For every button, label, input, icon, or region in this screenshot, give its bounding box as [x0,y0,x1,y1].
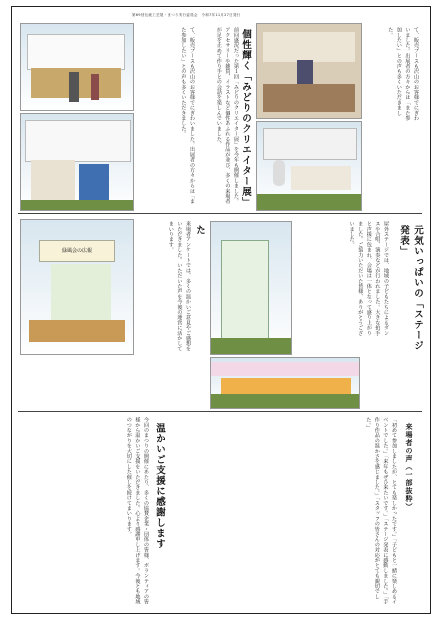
photo-stage-performance [210,357,360,409]
stage-body: 屋外ステージでは、地域の子どもたちによるダンスや合唱、演奏などが行われました。大きな拍手と声援に包まれ、会場は一体となって盛り上がりました。ご協力いただいた皆様、ありがとうございました。 [348,221,389,336]
thanks-heading: 温かいご支援に感謝します [154,423,165,549]
photo-mascot-booth [256,121,362,211]
feedback-body: 来場者アンケートでは、多くの温かいご意見やご感想をいただきました。いただいた声を今後の運営に活かしてまいります。 [167,221,191,351]
divider-1 [18,213,422,214]
thanks-body: 今回のまつりの開催にあたり、多くの協賛企業・団体の皆様、ボランティアの皆様から温かいご支援をいただきました。心より感謝申し上げます。今後とも地域のつながりを大切にした催しを続けてまいります。 [125,417,149,605]
issue-header: 第69回伝統工芸展・まつり実行委員会 令和7年11月27日発行 [132,13,241,17]
photo-display-board [210,221,292,355]
voices-heading: 来場者の声（一部抜粋） [405,423,413,511]
creators-body-right: て、販売ブースも沢山のお客様でにぎわいました。出展者の方々からは「また参加したい」との声も多くいただきました。 [387,27,419,121]
creators-body: 前回盛況だった第１回「みどりのクリエイター展」を今年も開催しました。アクセサリーや雑貨、イラストなど個性あふれる作品が並び、多くの来場者が足を止めて作り手との会話を楽しんでいました。 [215,27,239,204]
feedback-heading: た [194,225,205,236]
creators-heading: 個性輝く「みどりのクリエイター展」 [240,29,251,208]
photo-tent-booths [20,23,134,111]
divider-2 [18,411,422,412]
signboard-title: 緑風会の広報 [39,240,115,262]
creators-body-2: て、販売ブースも沢山のお客様でにぎわいました。出展者の方々からは「また参加したい」との声も多くいただきました。 [180,27,195,204]
photo-exhibit-booth [20,113,134,211]
photo-craft-stall [256,23,362,119]
voices-body: 「初めて参加しましたが、とても楽しかったです。」「子どもと一緒に楽しめるイベントでした。」「来年もぜひ来たいです。」「ステージ発表に感動しました。」「手作り作品の温かさを感じました。」「スタッフの皆さんの対応がとても親切でした。」 [365,417,397,605]
photo-signboard [20,219,134,355]
stage-heading: 元気いっぱいの「ステージ発表」 [398,225,423,351]
newsletter-page [11,6,431,614]
